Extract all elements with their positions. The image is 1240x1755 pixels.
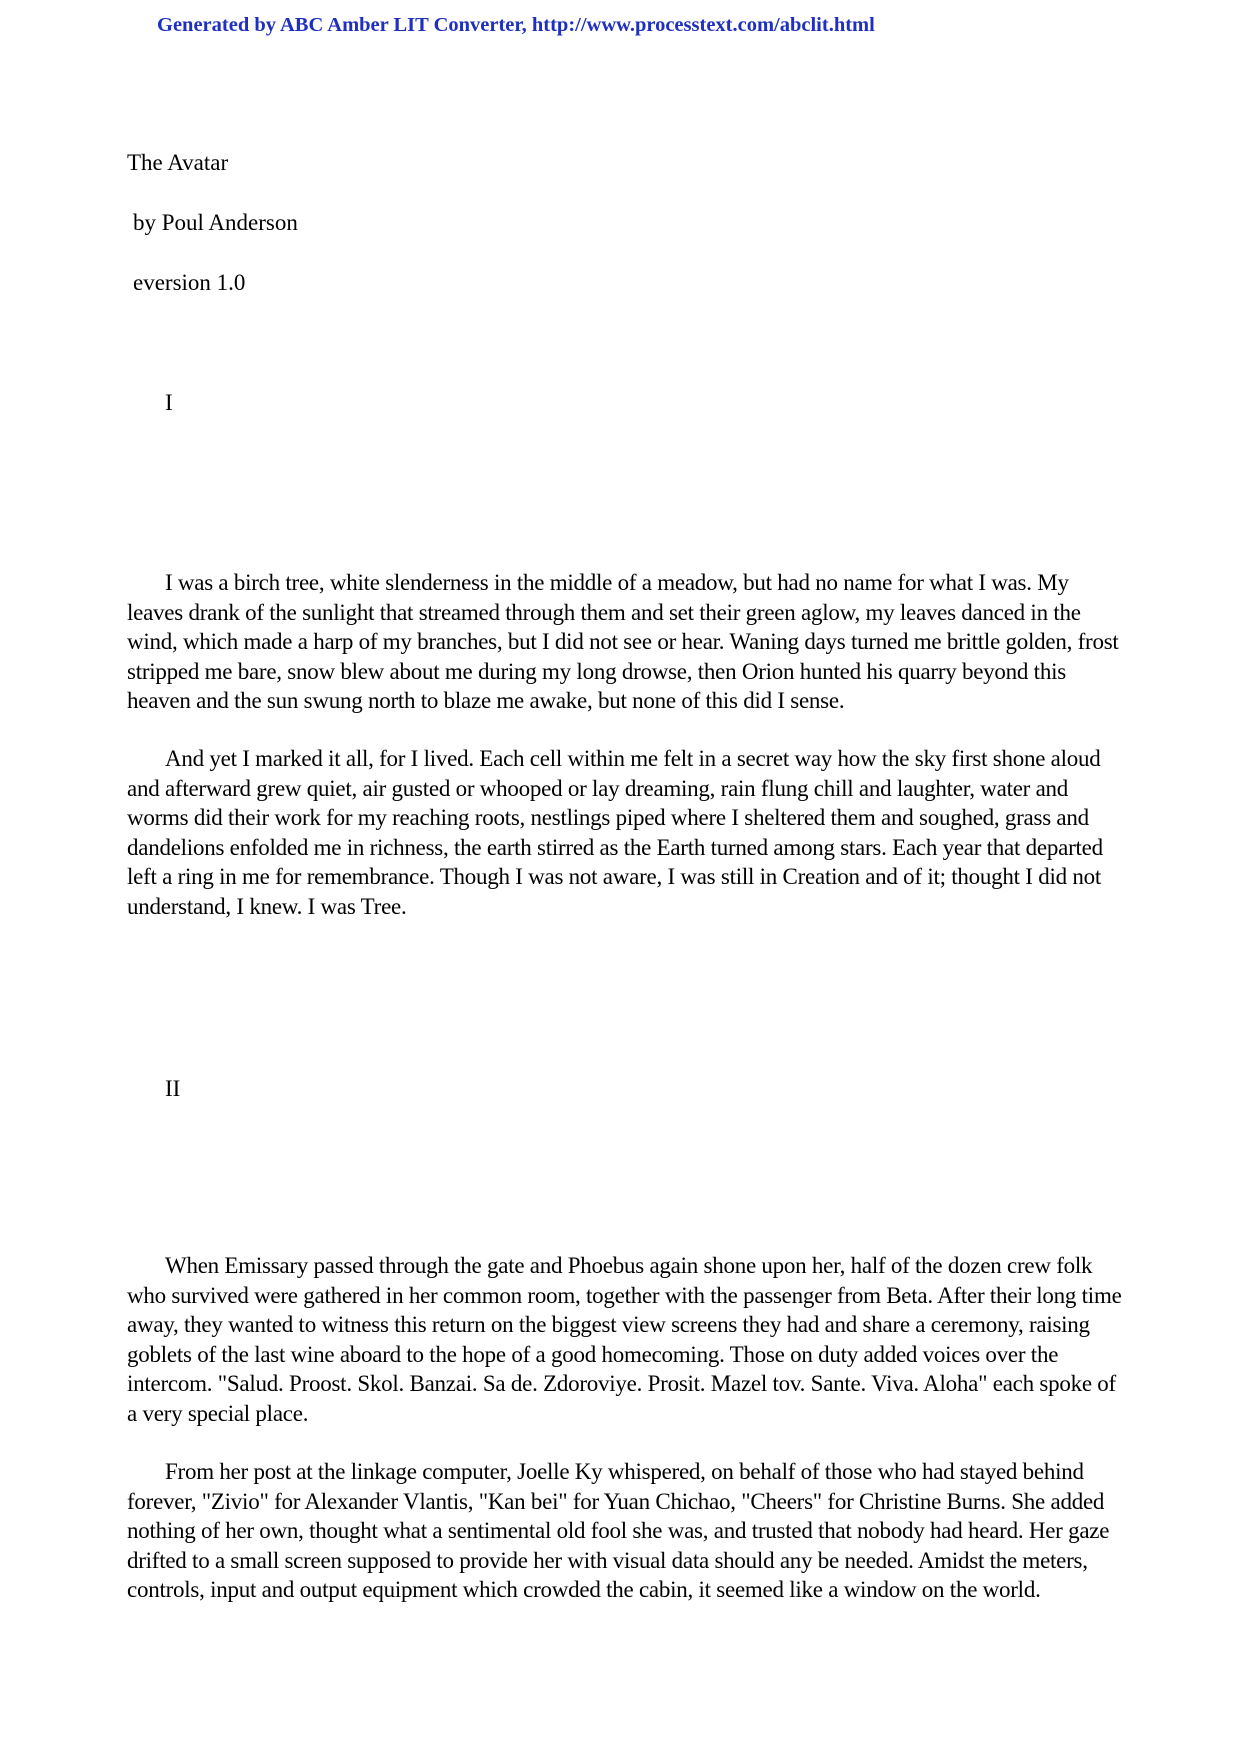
chapter-heading: I	[165, 390, 173, 415]
paragraph: And yet I marked it all, for I lived. Each cell within me felt in a secret way how the sky first shone aloud and afterward grew quiet, air gusted or whooped or lay dreaming, rain flung chill and laughter, water and worms did their work for my reaching roots, nestlings piped where I sheltered them and soughed, grass and dandelions enfolded me in richness, the earth stirred as the Earth turned among stars. Each year that departed left a ring in me for remembrance. Though I was not aware, I was still in Creation and of it; thought I did not understand, I knew. I was Tree.	[127, 746, 1103, 919]
book-title: The Avatar	[127, 150, 229, 175]
paragraph: When Emissary passed through the gate and Phoebus again shone upon her, half of the dozen crew folk who survived were gathered in her common room, together with the passenger from Beta. After their long time away, they wanted to witness this return on the biggest view screens they had and share a ceremony, raising goblets of the last wine aboard to the hope of a good homecoming. Those on duty added voices over the intercom. "Salud. Proost. Skol. Banzai. Sa de. Zdoroviye. Prosit. Mazel tov. Sante. Viva. Aloha" each spoke of a very special place.	[127, 1253, 1122, 1426]
paragraph: I was a birch tree, white slenderness in the middle of a meadow, but had no name for what I was. My leaves drank of the sunlight that streamed through them and set their green aglow, my leaves danced in the wind, which made a harp of my branches, but I did not see or hear. Waning days turned me brittle golden, frost stripped me bare, snow blew about me during my long drowse, then Orion hunted his quarry beyond this heaven and the sun swung north to blaze me awake, but none of this did I sense.	[127, 570, 1119, 714]
book-author: by Poul Anderson	[133, 210, 298, 235]
chapter-heading: II	[165, 1076, 181, 1101]
paragraph: From her post at the linkage computer, Joelle Ky whispered, on behalf of those who had stayed behind forever, "Zivio" for Alexander Vlantis, "Kan bei" for Yuan Chichao, "Cheers" for Christine Burns. She added nothing of her own, thought what a sentimental old fool she was, and trusted that nobody had heard. Her gaze drifted to a small screen supposed to provide her with visual data should any be needed. Amidst the meters, controls, input and output equipment which crowded the cabin, it seemed like a window on the world.	[127, 1459, 1110, 1603]
converter-link[interactable]: Generated by ABC Amber LIT Converter, http://www.processtext.com/abclit.html	[157, 14, 875, 36]
book-version: eversion 1.0	[133, 270, 246, 295]
